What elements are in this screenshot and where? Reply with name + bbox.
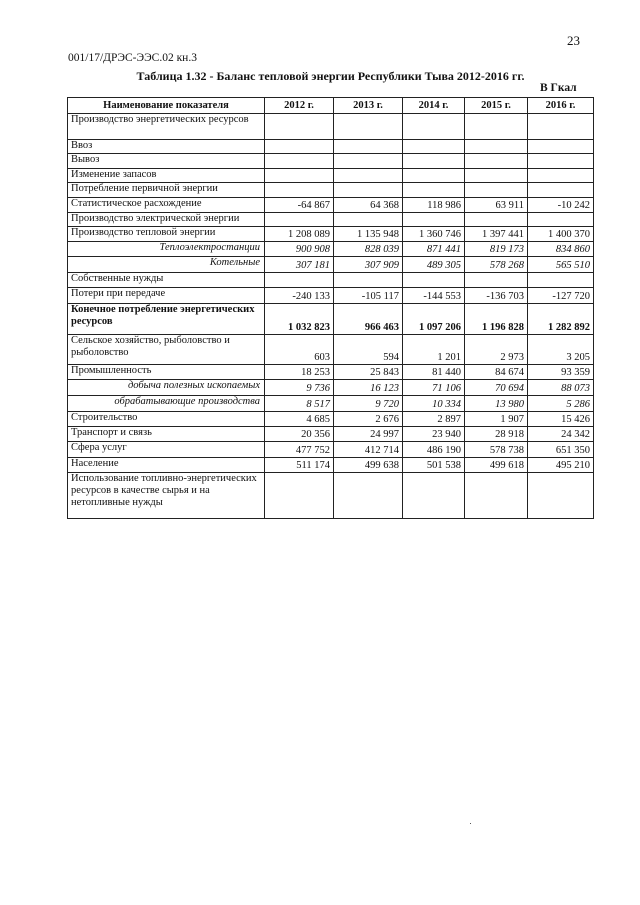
table-row <box>68 365 594 380</box>
table-row <box>68 396 594 412</box>
row-label: Статистическое расхождение <box>68 198 265 213</box>
value-cell <box>465 114 528 140</box>
heat-balance-table <box>67 97 594 519</box>
value-cell <box>528 473 594 519</box>
row-label: Строительство <box>68 412 265 427</box>
row-label: обрабатывающие производства <box>68 396 265 412</box>
table-row <box>68 380 594 396</box>
value-cell: 578 268 <box>465 257 528 273</box>
value-cell: 18 253 <box>265 365 334 380</box>
row-label: добыча полезных ископаемых <box>68 380 265 396</box>
table-body <box>68 114 594 519</box>
value-cell <box>334 154 403 169</box>
value-cell <box>403 273 465 288</box>
value-cell: 4 685 <box>265 412 334 427</box>
value-cell: 20 356 <box>265 427 334 442</box>
value-cell: -240 133 <box>265 288 334 304</box>
value-cell: 828 039 <box>334 242 403 257</box>
value-cell <box>265 154 334 169</box>
value-cell: -64 867 <box>265 198 334 213</box>
table-row <box>68 183 594 198</box>
table-row <box>68 242 594 257</box>
row-label: Сфера услуг <box>68 442 265 458</box>
value-cell: 9 720 <box>334 396 403 412</box>
value-cell <box>334 273 403 288</box>
value-cell <box>334 114 403 140</box>
value-cell: 64 368 <box>334 198 403 213</box>
column-header-2013: 2013 г. <box>334 98 403 114</box>
value-cell <box>403 473 465 519</box>
value-cell: 1 400 370 <box>528 227 594 242</box>
value-cell <box>403 154 465 169</box>
table-row <box>68 458 594 473</box>
value-cell <box>528 213 594 227</box>
row-label: Котельные <box>68 257 265 273</box>
value-cell <box>265 213 334 227</box>
value-cell: 2 897 <box>403 412 465 427</box>
value-cell: 70 694 <box>465 380 528 396</box>
value-cell: 565 510 <box>528 257 594 273</box>
table-row <box>68 198 594 213</box>
value-cell: 81 440 <box>403 365 465 380</box>
table-row <box>68 114 594 140</box>
value-cell: 900 908 <box>265 242 334 257</box>
value-cell <box>528 183 594 198</box>
value-cell: 10 334 <box>403 396 465 412</box>
table-row <box>68 257 594 273</box>
value-cell: 28 918 <box>465 427 528 442</box>
value-cell <box>465 183 528 198</box>
row-label: Потери при передаче <box>68 288 265 304</box>
value-cell: 24 997 <box>334 427 403 442</box>
value-cell: -10 242 <box>528 198 594 213</box>
value-cell: 1 208 089 <box>265 227 334 242</box>
column-header-2012: 2012 г. <box>265 98 334 114</box>
row-label: Собственные нужды <box>68 273 265 288</box>
value-cell <box>528 114 594 140</box>
value-cell: 9 736 <box>265 380 334 396</box>
column-header-2015: 2015 г. <box>465 98 528 114</box>
value-cell <box>265 140 334 154</box>
value-cell: 25 843 <box>334 365 403 380</box>
value-cell: 84 674 <box>465 365 528 380</box>
value-cell: 966 463 <box>334 304 403 335</box>
value-cell <box>334 140 403 154</box>
table-row <box>68 288 594 304</box>
row-label: Теплоэлектростанции <box>68 242 265 257</box>
table-row <box>68 213 594 227</box>
value-cell: 1 907 <box>465 412 528 427</box>
column-header-2016: 2016 г. <box>528 98 594 114</box>
value-cell: 3 205 <box>528 335 594 365</box>
value-cell: 499 638 <box>334 458 403 473</box>
value-cell <box>528 140 594 154</box>
value-cell <box>403 114 465 140</box>
row-label: Производство энергетических ресурсов <box>68 114 265 140</box>
table-row <box>68 412 594 427</box>
value-cell <box>528 169 594 183</box>
row-label: Потребление первичной энергии <box>68 183 265 198</box>
value-cell: 16 123 <box>334 380 403 396</box>
row-label: Вывоз <box>68 154 265 169</box>
value-cell: -144 553 <box>403 288 465 304</box>
value-cell <box>465 140 528 154</box>
value-cell <box>265 169 334 183</box>
value-cell <box>334 183 403 198</box>
value-cell: 834 860 <box>528 242 594 257</box>
unit-label: В Гкал <box>540 82 577 94</box>
value-cell: 63 911 <box>465 198 528 213</box>
column-header-indicator: Наименование показателя <box>68 98 265 114</box>
row-label: Население <box>68 458 265 473</box>
value-cell: 495 210 <box>528 458 594 473</box>
row-label: Транспорт и связь <box>68 427 265 442</box>
value-cell: 603 <box>265 335 334 365</box>
value-cell <box>265 473 334 519</box>
document-code: 001/17/ДРЭС-ЭЭС.02 кн.3 <box>68 52 197 64</box>
table-row <box>68 140 594 154</box>
value-cell: 93 359 <box>528 365 594 380</box>
value-cell <box>265 183 334 198</box>
column-header-2014: 2014 г. <box>403 98 465 114</box>
value-cell: 307 909 <box>334 257 403 273</box>
value-cell <box>265 114 334 140</box>
value-cell <box>334 213 403 227</box>
value-cell: 477 752 <box>265 442 334 458</box>
table-row <box>68 304 594 335</box>
table-header-row <box>68 98 594 114</box>
value-cell <box>403 213 465 227</box>
value-cell: 1 032 823 <box>265 304 334 335</box>
scan-speck <box>470 823 471 824</box>
table-row <box>68 169 594 183</box>
table-row <box>68 442 594 458</box>
value-cell: 88 073 <box>528 380 594 396</box>
row-label: Производство электрической энергии <box>68 213 265 227</box>
value-cell: 23 940 <box>403 427 465 442</box>
value-cell: 871 441 <box>403 242 465 257</box>
value-cell: 1 097 206 <box>403 304 465 335</box>
table-row <box>68 154 594 169</box>
table-row <box>68 273 594 288</box>
value-cell: 71 106 <box>403 380 465 396</box>
table-row <box>68 335 594 365</box>
value-cell <box>465 154 528 169</box>
value-cell: 578 738 <box>465 442 528 458</box>
table-row <box>68 473 594 519</box>
value-cell <box>465 213 528 227</box>
value-cell <box>528 273 594 288</box>
value-cell <box>334 169 403 183</box>
value-cell <box>528 154 594 169</box>
value-cell: 1 135 948 <box>334 227 403 242</box>
value-cell <box>465 169 528 183</box>
value-cell: 651 350 <box>528 442 594 458</box>
value-cell: 594 <box>334 335 403 365</box>
value-cell: 1 201 <box>403 335 465 365</box>
value-cell: 1 196 828 <box>465 304 528 335</box>
value-cell: 13 980 <box>465 396 528 412</box>
row-label: Конечное потребление энергетических ресурсов <box>68 304 265 335</box>
value-cell: 486 190 <box>403 442 465 458</box>
row-label: Производство тепловой энергии <box>68 227 265 242</box>
value-cell <box>334 473 403 519</box>
value-cell: 5 286 <box>528 396 594 412</box>
value-cell: -136 703 <box>465 288 528 304</box>
row-label: Использование топливно-энергетических ресурсов в качестве сырья и на нетопливные нужды <box>68 473 265 519</box>
value-cell <box>465 273 528 288</box>
value-cell: 1 397 441 <box>465 227 528 242</box>
value-cell: 501 538 <box>403 458 465 473</box>
page-number: 23 <box>567 33 580 48</box>
value-cell: 1 282 892 <box>528 304 594 335</box>
value-cell <box>403 169 465 183</box>
table-title: Таблица 1.32 - Баланс тепловой энергии Республики Тыва 2012-2016 гг. <box>136 69 525 83</box>
value-cell: -127 720 <box>528 288 594 304</box>
value-cell <box>465 473 528 519</box>
value-cell <box>403 140 465 154</box>
value-cell: 2 676 <box>334 412 403 427</box>
value-cell <box>403 183 465 198</box>
value-cell: 489 305 <box>403 257 465 273</box>
table-row <box>68 227 594 242</box>
value-cell: 307 181 <box>265 257 334 273</box>
table-row <box>68 427 594 442</box>
value-cell: 412 714 <box>334 442 403 458</box>
value-cell: 15 426 <box>528 412 594 427</box>
row-label: Сельское хозяйство, рыболовство и рыболовство <box>68 335 265 365</box>
value-cell: 1 360 746 <box>403 227 465 242</box>
value-cell: 499 618 <box>465 458 528 473</box>
value-cell: 511 174 <box>265 458 334 473</box>
row-label: Изменение запасов <box>68 169 265 183</box>
value-cell: 118 986 <box>403 198 465 213</box>
value-cell: 24 342 <box>528 427 594 442</box>
value-cell <box>265 273 334 288</box>
value-cell: 2 973 <box>465 335 528 365</box>
row-label: Промышленность <box>68 365 265 380</box>
value-cell: -105 117 <box>334 288 403 304</box>
row-label: Ввоз <box>68 140 265 154</box>
value-cell: 8 517 <box>265 396 334 412</box>
value-cell: 819 173 <box>465 242 528 257</box>
